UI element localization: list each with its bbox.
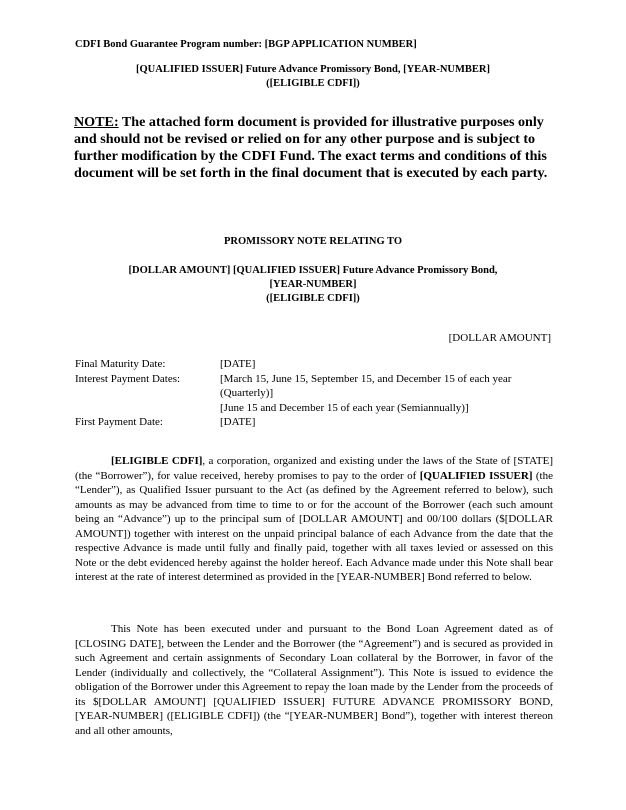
bond-title-line-3: ([ELIGIBLE CDFI]) — [266, 293, 360, 304]
term-row-interest-payment-quarterly — [75, 372, 553, 401]
promissory-note-title: PROMISSORY NOTE RELATING TO — [223, 236, 403, 247]
bond-title — [75, 264, 551, 306]
term-label: First Payment Date: — [75, 416, 163, 428]
bond-header-line-1: [QUALIFIED ISSUER] Future Advance Promissory Bond, [YEAR-NUMBER] — [135, 64, 490, 75]
body-paragraph-agreement: This Note has been executed under and pursuant to the Bond Loan Agreement dated as of [CLOSING DATE], between the Lender and the Borrower (the “Agreement”) and is secured as provided in such Agreement and certain assignments of Secondary Loan collateral by the Borrower, in favor of the Lender (individually and collectively, the “Collateral Assignment”). This Note is issued to evidence the obligation of the Borrower under this Agreement to repay the loan made by the Lender from the proceeds of its $[DOLLAR AMOUNT] [QUALIFIED ISSUER] FUTURE ADVANCE PROMISSORY BOND, [YEAR-NUMBER] ([ELIGIBLE CDFI]) (the “[YEAR-NUMBER] Bond”), together with interest thereon and all other amounts, — [75, 623, 553, 737]
program-number-line: CDFI Bond Guarantee Program number: [BGP APPLICATION NUMBER] — [75, 39, 417, 50]
term-row-first-payment — [75, 415, 553, 430]
lender-name: [QUALIFIED ISSUER] — [419, 469, 533, 482]
bond-header — [75, 63, 551, 91]
bond-title-line-2: [YEAR-NUMBER] — [269, 279, 357, 290]
terms-list — [75, 357, 553, 430]
dollar-amount: [DOLLAR AMOUNT] — [448, 332, 551, 344]
paragraph-text: , a corporation, organized and existing under the laws of the State of [STATE] (the “Borrower”), for value received, hereby promises to pay to the order of — [75, 455, 553, 482]
term-value: [DATE] — [220, 358, 256, 370]
body-paragraph-borrower-promise — [75, 454, 553, 585]
note-text: The attached form document is provided for illustrative purposes only and should not be revised or relied on for any other purpose and is subject to further modification by the CDFI Fund. The exact terms and conditions of this document will be set forth in the final document that is executed by each party. — [74, 114, 548, 181]
note-label: NOTE: — [74, 114, 119, 130]
term-row-final-maturity — [75, 357, 553, 372]
term-label: Interest Payment Dates: — [75, 372, 181, 385]
paragraph-text: (the “Lender”), as Qualified Issuer pursuant to the Act (as defined by the Agreement referred to below), such amounts as may be advanced from time to time to or for the account of the Borrower (each such amount being an “Advance”) up to the principal sum of [DOLLAR AMOUNT] and 00/100 dollars ($[DOLLAR AMOUNT]) together with interest on the unpaid principal balance of each Advance from the date that the respective Advance is made until fully and finally paid, together with all taxes levied or assessed on this Note or the debt evidenced hereby against the holder hereof. Each Advance made under this Note shall bear interest at the rate of interest determined as provided in the [YEAR-NUMBER] Bond referred to below. — [75, 469, 553, 583]
term-label: Final Maturity Date: — [75, 358, 166, 370]
term-row-interest-payment-semiannual — [75, 401, 553, 416]
bond-title-line-1: [DOLLAR AMOUNT] [QUALIFIED ISSUER] Future Advance Promissory Bond, — [128, 265, 498, 276]
term-value: [June 15 and December 15 of each year (Semiannually)] — [220, 401, 469, 414]
term-label — [75, 401, 220, 416]
term-value: [March 15, June 15, September 15, and December 15 of each year (Quarterly)] — [220, 372, 512, 399]
illustrative-purposes-note — [74, 114, 554, 182]
term-value: [DATE] — [220, 416, 256, 428]
bond-header-line-2: ([ELIGIBLE CDFI]) — [266, 78, 360, 89]
borrower-name: [ELIGIBLE CDFI] — [111, 455, 203, 467]
